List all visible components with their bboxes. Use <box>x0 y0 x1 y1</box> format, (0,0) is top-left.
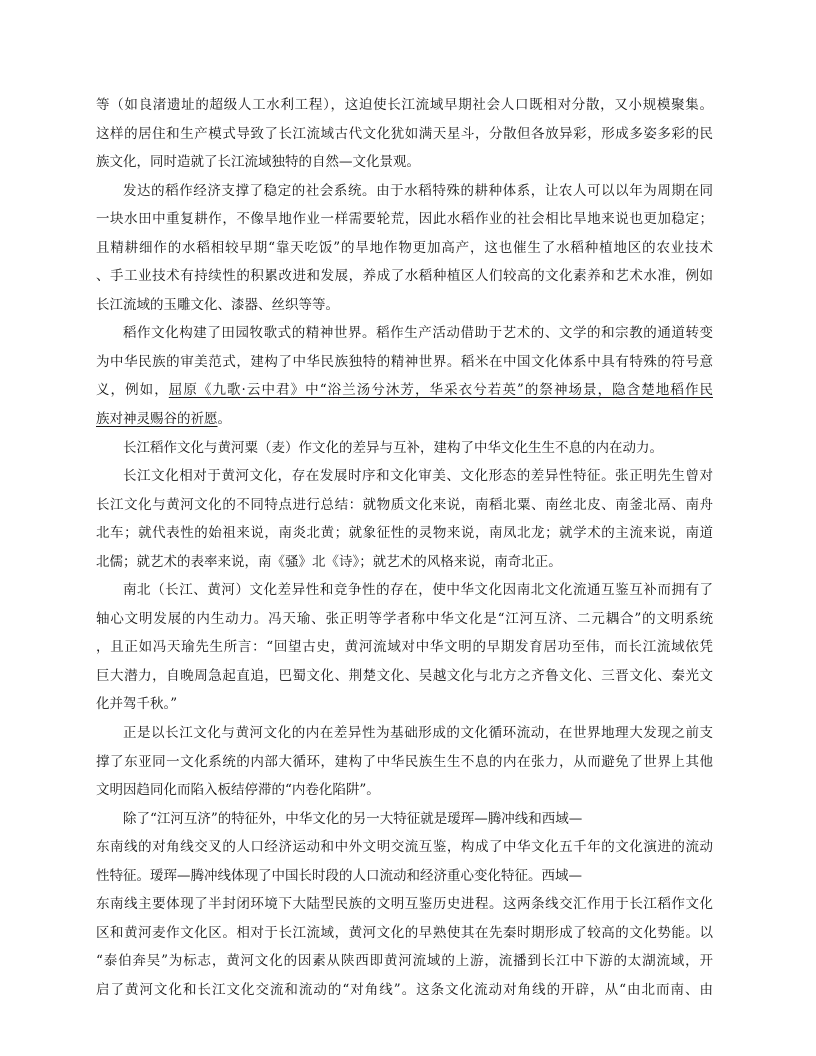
text-line: 稻作文化构建了田园牧歌式的精神世界。稻作生产活动借助于艺术的、文学的和宗教的通道转变 <box>123 325 713 342</box>
text-line <box>96 376 713 405</box>
text-line: 、手工业技术有持续性的积累改进和发展，养成了水稻种植区人们较高的文化素养和艺术水准，例如 <box>96 268 713 285</box>
text-line: 撑了东亚同一文化系统的内部大循环，建构了中华民族生生不息的内在张力，从而避免了世界上其他 <box>96 753 713 770</box>
text-line: 长江文化与黄河文化的不同特点进行总结：就物质文化来说，南稻北粟、南丝北皮、南釜北鬲、南舟 <box>96 496 713 513</box>
underlined-text: 族对神灵赐谷的祈愿 <box>96 411 218 428</box>
text-line: 巨大潜力，自晚周急起直追，巴蜀文化、荆楚文化、吴越文化与北方之齐鲁文化、三晋文化、秦光文 <box>96 667 713 684</box>
body-text <box>96 91 713 1005</box>
text-line <box>96 405 713 434</box>
text-line: 轴心文明发展的内生动力。冯天瑜、张正明等学者称中华文化是“江河互济、二元耦合”的文明系统 <box>96 610 713 627</box>
text-line: 且精耕细作的水稻相较早期“靠天吃饭”的旱地作物更加高产，这也催生了水稻种植地区的农业技术 <box>96 239 713 256</box>
text-line: 一块水田中重复耕作，不像旱地作业一样需要轮荒，因此水稻作业的社会相比旱地来说也更加稳定； <box>96 211 713 228</box>
underlined-text: 屈原《九歌·云中君》中“浴兰汤兮沐芳，华采衣兮若英”的祭神场景，隐含楚地稻作民 <box>168 382 713 399</box>
text-line: 等（如良渚遗址的超级人工水利工程），这迫使长江流域早期社会人口既相对分散，又小规模聚集。 <box>96 97 713 113</box>
text-line: 族文化，同时造就了长江流域独特的自然—文化景观。 <box>96 154 420 171</box>
text-line: 北儒；就艺术的表率来说，南《骚》北《诗》；就艺术的风格来说，南奇北正。 <box>96 553 562 570</box>
text-line: 长江流域的玉雕文化、漆器、丝织等等。 <box>96 296 339 313</box>
text-line: “泰伯奔吴”为标志，黄河文化的因素从陕西即黄河流域的上游，流播到长江中下游的太湖流域，开 <box>96 953 713 970</box>
text-line: 发达的稻作经济支撑了稳定的社会系统。由于水稻特殊的耕种体系，让农人可以以年为周期在同 <box>123 182 713 199</box>
text-line: 东南线的对角线交叉的人口经济运动和中外文明交流互鉴，构成了中华文化五千年的文化演进的流动 <box>96 839 713 856</box>
text-line: 长江稻作文化与黄河粟（麦）作文化的差异与互补，建构了中华文化生生不息的内在动力。 <box>123 439 663 456</box>
text-line: 东南线主要体现了半封闭环境下大陆型民族的文明互鉴历史进程。这两条线交汇作用于长江稻作文化 <box>96 896 713 913</box>
text-line: ，且正如冯天瑜先生所言：“回望古史，黄河流域对中华文明的早期发育居功至伟，而长江流域依凭 <box>96 639 713 656</box>
text-line: 化并驾千秋。” <box>96 696 178 713</box>
text-line: 正是以长江文化与黄河文化的内在差异性为基础形成的文化循环流动，在世界地理大发现之前支 <box>123 725 713 742</box>
text-line: 这样的居住和生产模式导致了长江流域古代文化犹如满天星斗，分散但各放异彩，形成多姿多彩的民 <box>96 125 713 142</box>
text-line: 启了黄河文化和长江文化交流和流动的“对角线”。这条文化流动对角线的开辟，从“由北而南、由 <box>96 981 713 998</box>
text-segment: 义，例如， <box>96 382 169 399</box>
text-line: 北车；就代表性的始祖来说，南炎北黄；就象征性的灵物来说，南凤北龙；就学术的主流来说，南道 <box>96 525 713 542</box>
text-line: 区和黄河麦作文化区。相对于长江流域，黄河文化的早熟使其在先秦时期形成了较高的文化势能。以 <box>96 924 713 941</box>
text-line: 除了“江河互济”的特征外，中华文化的另一大特征就是瑷珲—腾冲线和西域— <box>123 810 583 827</box>
text-line: 南北（长江、黄河）文化差异性和竞争性的存在，使中华文化因南北文化流通互鉴互补而拥有了 <box>123 582 713 599</box>
text-line: 为中华民族的审美范式，建构了中华民族独特的精神世界。稻米在中国文化体系中具有特殊的符号意 <box>96 353 713 370</box>
text-segment: 。 <box>217 411 231 428</box>
text-line: 文明因趋同化而陷入板结停滞的“内卷化陷阱”。 <box>96 782 380 799</box>
text-line: 性特征。瑷珲—腾冲线体现了中国长时段的人口流动和经济重心变化特征。西域— <box>96 867 582 884</box>
text-line: 长江文化相对于黄河文化，存在发展时序和文化审美、文化形态的差异性特征。张正明先生曾对 <box>123 468 713 485</box>
